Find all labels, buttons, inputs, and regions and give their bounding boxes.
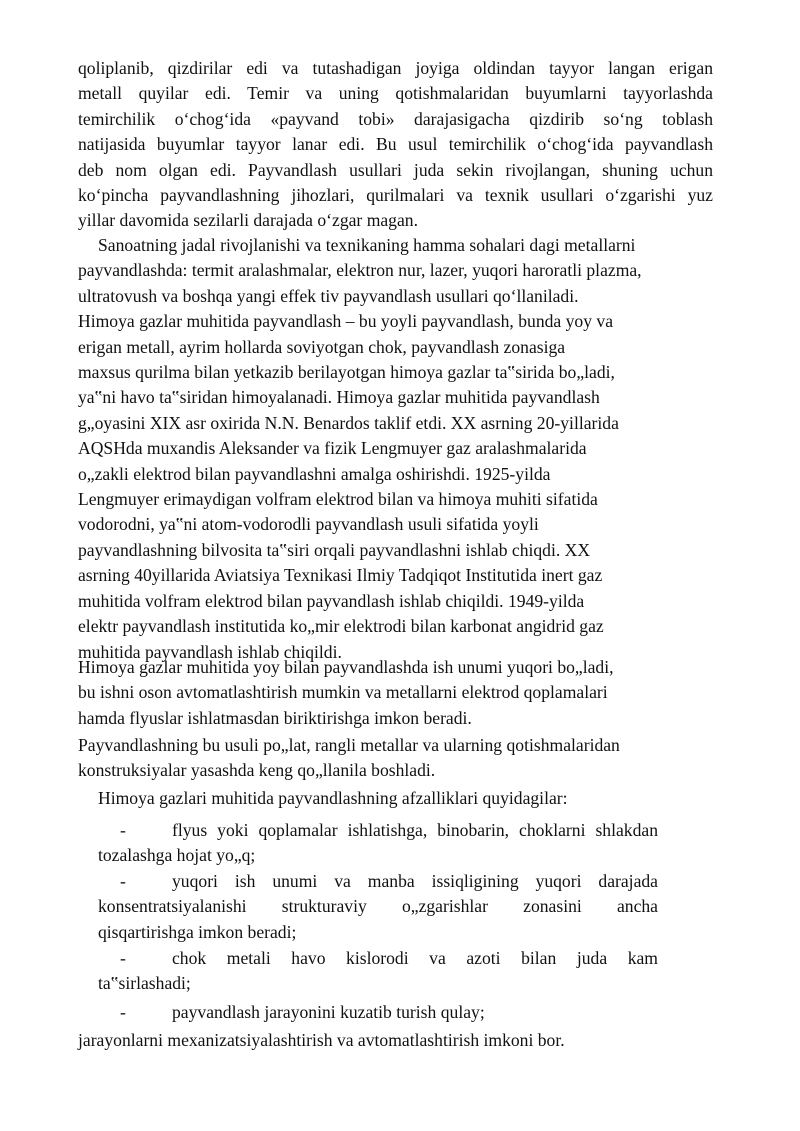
text-line: konstruksiyalar yasashda keng qo„llanila boshladi. bbox=[78, 760, 436, 781]
text-line: g„oyasini XIX asr oxirida N.N. Benardos taklif etdi. XX asrning 20-yillarida bbox=[78, 412, 619, 433]
list-item-text: yuqori ish unumi va manba issiqligining yuqori darajada bbox=[172, 871, 658, 891]
list-item-text: tozalashga hojat yo„q; bbox=[98, 845, 256, 866]
text-line: Lengmuyer erimaydigan volfram elektrod bilan va himoya muhiti sifatida bbox=[78, 489, 598, 510]
text-line: payvandlashning bilvosita ta‟siri orqali payvandlashni ishlab chiqdi. XX bbox=[78, 539, 591, 560]
text-line: jarayonlarni mexanizatsiyalashtirish va avtomatlashtirish imkoni bor. bbox=[78, 1030, 565, 1050]
text-line: ultratovush va boshqa yangi effek tiv payvandlash usullari qo‘llaniladi. bbox=[78, 285, 579, 306]
list-item bbox=[98, 1000, 658, 1025]
list-item bbox=[98, 818, 658, 869]
paragraph-history bbox=[78, 56, 713, 234]
text-line: Sanoatning jadal rivojlanishi va texnikaning hamma sohalari dagi metallarni bbox=[98, 235, 636, 255]
list-item bbox=[98, 869, 658, 945]
text-line: elektr payvandlash institutida ko„mir elektrodi bilan karbonat angidrid gaz bbox=[78, 616, 604, 637]
list-item-text: payvandlash jarayonini kuzatib turish qulay; bbox=[172, 1002, 485, 1022]
text-line: bu ishni oson avtomatlashtirish mumkin va metallarni elektrod qoplamalari bbox=[78, 682, 608, 703]
text-line: ya‟ni havo ta‟siridan himoyalanadi. Himoya gazlar muhitida payvandlash bbox=[78, 387, 600, 408]
text-line: o„zakli elektrod bilan payvandlashni amalga oshirishdi. 1925-yilda bbox=[78, 463, 551, 484]
text-line: muhitida payvandlash ishlab chiqildi. bbox=[78, 641, 342, 662]
text-line: yillar davomida sezilarli darajada o‘zgar magan. bbox=[78, 210, 418, 231]
text-line: AQSHda muxandis Aleksander va fizik Lengmuyer gaz aralashmalarida bbox=[78, 438, 587, 459]
paragraph-industry bbox=[78, 233, 713, 665]
list-item-text: ta‟sirlashadi; bbox=[98, 973, 191, 994]
paragraph-list-intro bbox=[98, 786, 733, 811]
text-line: ko‘pincha payvandlashning jihozlari, qurilmalari va texnik usullari o‘zgarishi yuz bbox=[78, 185, 713, 206]
list-item-text: qisqartirishga imkon beradi; bbox=[98, 921, 297, 942]
list-item-text: chok metali havo kislorodi va azoti bilan juda kam bbox=[172, 948, 658, 968]
list-dash: - bbox=[120, 1002, 126, 1022]
text-line: Payvandlashning bu usuli po„lat, rangli metallar va ularning qotishmalaridan bbox=[78, 735, 620, 755]
text-line: hamda flyuslar ishlatmasdan biriktirishga imkon beradi. bbox=[78, 707, 472, 728]
text-line: maxsus qurilma bilan yetkazib berilayotgan himoya gazlar ta‟sirida bo„ladi, bbox=[78, 362, 615, 383]
text-line: muhitida volfram elektrod bilan payvandlash ishlab chiqildi. 1949-yilda bbox=[78, 590, 585, 611]
text-line: deb nom olgan edi. Payvandlash usullari juda sekin rivojlangan, shuning uchun bbox=[78, 159, 713, 180]
list-dash: - bbox=[120, 820, 126, 840]
paragraph-advantages-intro bbox=[78, 655, 713, 731]
text-line: qoliplanib, qizdirilar edi va tutashadigan joyiga oldindan tayyor langan erigan bbox=[78, 58, 713, 78]
text-line: temirchilik o‘chog‘ida «payvand tobi» darajasigacha qizdirib so‘ng toblash bbox=[78, 108, 713, 129]
list-item bbox=[98, 946, 658, 997]
list-item-text: flyus yoki qoplamalar ishlatishga, binobarin, choklarni shlakdan bbox=[172, 820, 658, 840]
text-line: metall quyilar edi. Temir va uning qotishmalaridan buyumlarni tayyorlashda bbox=[78, 83, 713, 104]
paragraph-usage bbox=[78, 733, 713, 784]
text-line: payvandlashda: termit aralashmalar, elektron nur, lazer, yuqori haroratli plazma, bbox=[78, 260, 642, 281]
list-dash: - bbox=[120, 948, 126, 968]
text-line: Himoya gazlar muhitida yoy bilan payvandlashda ish unumi yuqori bo„ladi, bbox=[78, 657, 614, 677]
list-item-text: konsentratsiyalanishi strukturaviy o„zgarishlar zonasini ancha bbox=[98, 896, 658, 917]
text-line: Himoya gazlar muhitida payvandlash – bu yoyli payvandlash, bunda yoy va bbox=[78, 311, 614, 332]
text-line: vodorodni, ya‟ni atom-vodorodli payvandlash usuli sifatida yoyli bbox=[78, 514, 539, 535]
paragraph-conclusion bbox=[78, 1028, 713, 1053]
list-dash: - bbox=[120, 871, 126, 891]
text-line: asrning 40yillarida Aviatsiya Texnikasi Ilmiy Tadqiqot Institutida inert gaz bbox=[78, 565, 603, 586]
text-line: natijasida buyumlar tayyor lanar edi. Bu usul temirchilik o‘chog‘ida payvandlash bbox=[78, 134, 713, 155]
text-line: erigan metall, ayrim hollarda soviyotgan chok, payvandlash zonasiga bbox=[78, 336, 566, 357]
text-line: Himoya gazlari muhitida payvandlashning afzalliklari quyidagilar: bbox=[98, 788, 568, 808]
